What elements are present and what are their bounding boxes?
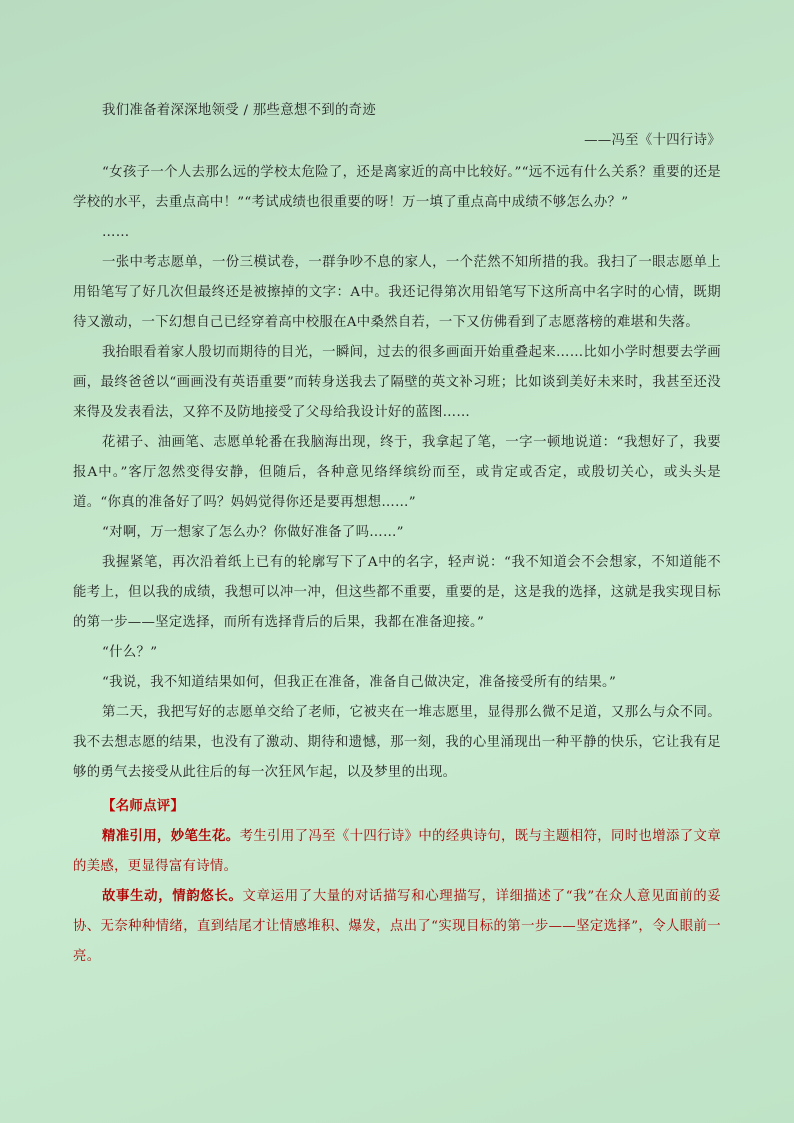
review-lead: 故事生动，情韵悠长。 [102,889,243,904]
review-lead: 精准引用，妙笔生花。 [102,829,240,844]
essay-ellipsis: …… [102,225,130,240]
epigraph-attribution: ——冯至《十四行诗》 [584,133,721,148]
document-page [73,96,721,972]
review-body: 文章运用了大量的对话描写和心理描写，详细描述了“我”在众人意见面前的妥协、无奈种种情绪，直到结尾才让情感堆积、爆发，点出了“实现目标的第一步——坚定选择”，令人眼前一亮。 [73,889,721,964]
essay-paragraph: 一张中考志愿单，一份三模试卷，一群争吵不息的家人，一个茫然不知所措的我。我扫了一眼志愿单上用铅笔写了好几次但最终还是被擦掉的文字：A中。我还记得第次用铅笔写下这所高中名字时的心情，既期待又激动，一下幻想自己已经穿着高中校服在A中桑然自若，一下又仿佛看到了志愿落榜的难堪和失落。 [73,255,721,330]
essay-paragraph: 花裙子、油画笔、志愿单轮番在我脑海出现，终于，我拿起了笔，一字一顿地说道：“我想好了，我要报A中。”客厅忽然变得安静，但随后，各种意见络绎缤纷而至，或肯定或否定，或殷切关心，或头头是道。“你真的准备好了吗？妈妈觉得你还是要再想想……” [73,435,721,510]
essay-paragraph: “女孩子一个人去那么远的学校太危险了，还是离家近的高中比较好。”“远不远有什么关系？重要的还是学校的水平，去重点高中！”“考试成绩也很重要的呀！万一填了重点高中成绩不够怎么办？” [73,165,721,210]
review-body: 考生引用了冯至《十四行诗》中的经典诗句，既与主题相符，同时也增添了文章的美感，更显得富有诗情。 [73,829,722,874]
essay-paragraph: 我握紧笔，再次沿着纸上已有的轮廓写下了A中的名字，轻声说：“我不知道会不会想家，不知道能不能考上，但以我的成绩，我想可以冲一冲，但这些都不重要，重要的是，这是我的选择，这就是我实现目标的第一步——坚定选择，而所有选择背后的后果，我都在准备迎接。” [73,555,721,630]
review-comment [73,882,721,972]
essay-paragraph: “我说，我不知道结果如何，但我正在准备，准备自己做决定，准备接受所有的结果。” [102,675,617,690]
epigraph: 我们准备着深深地领受 / 那些意想不到的奇迹 [102,103,377,118]
essay-paragraph: “什么？” [102,645,158,660]
review-comment [73,822,721,882]
essay-paragraph: 我抬眼看着家人殷切而期待的目光，一瞬间，过去的很多画面开始重叠起来……比如小学时想要去学画画，最终爸爸以“画画没有英语重要”而转身送我去了隔壁的英文补习班；比如谈到美好未来时，我甚至还没来得及发表看法，又猝不及防地接受了父母给我设计好的蓝图…… [73,345,721,420]
essay-paragraph: “对啊，万一想家了怎么办？你做好准备了吗……” [102,525,404,540]
review-heading: 【名师点评】 [102,799,185,814]
essay-paragraph: 第二天，我把写好的志愿单交给了老师，它被夹在一堆志愿里，显得那么微不足道，又那么与众不同。我不去想志愿的结果，也没有了激动、期待和遗憾，那一刻，我的心里涌现出一种平静的快乐，它让我有足够的勇气去接受从此往后的每一次狂风乍起，以及梦里的出现。 [73,705,721,780]
